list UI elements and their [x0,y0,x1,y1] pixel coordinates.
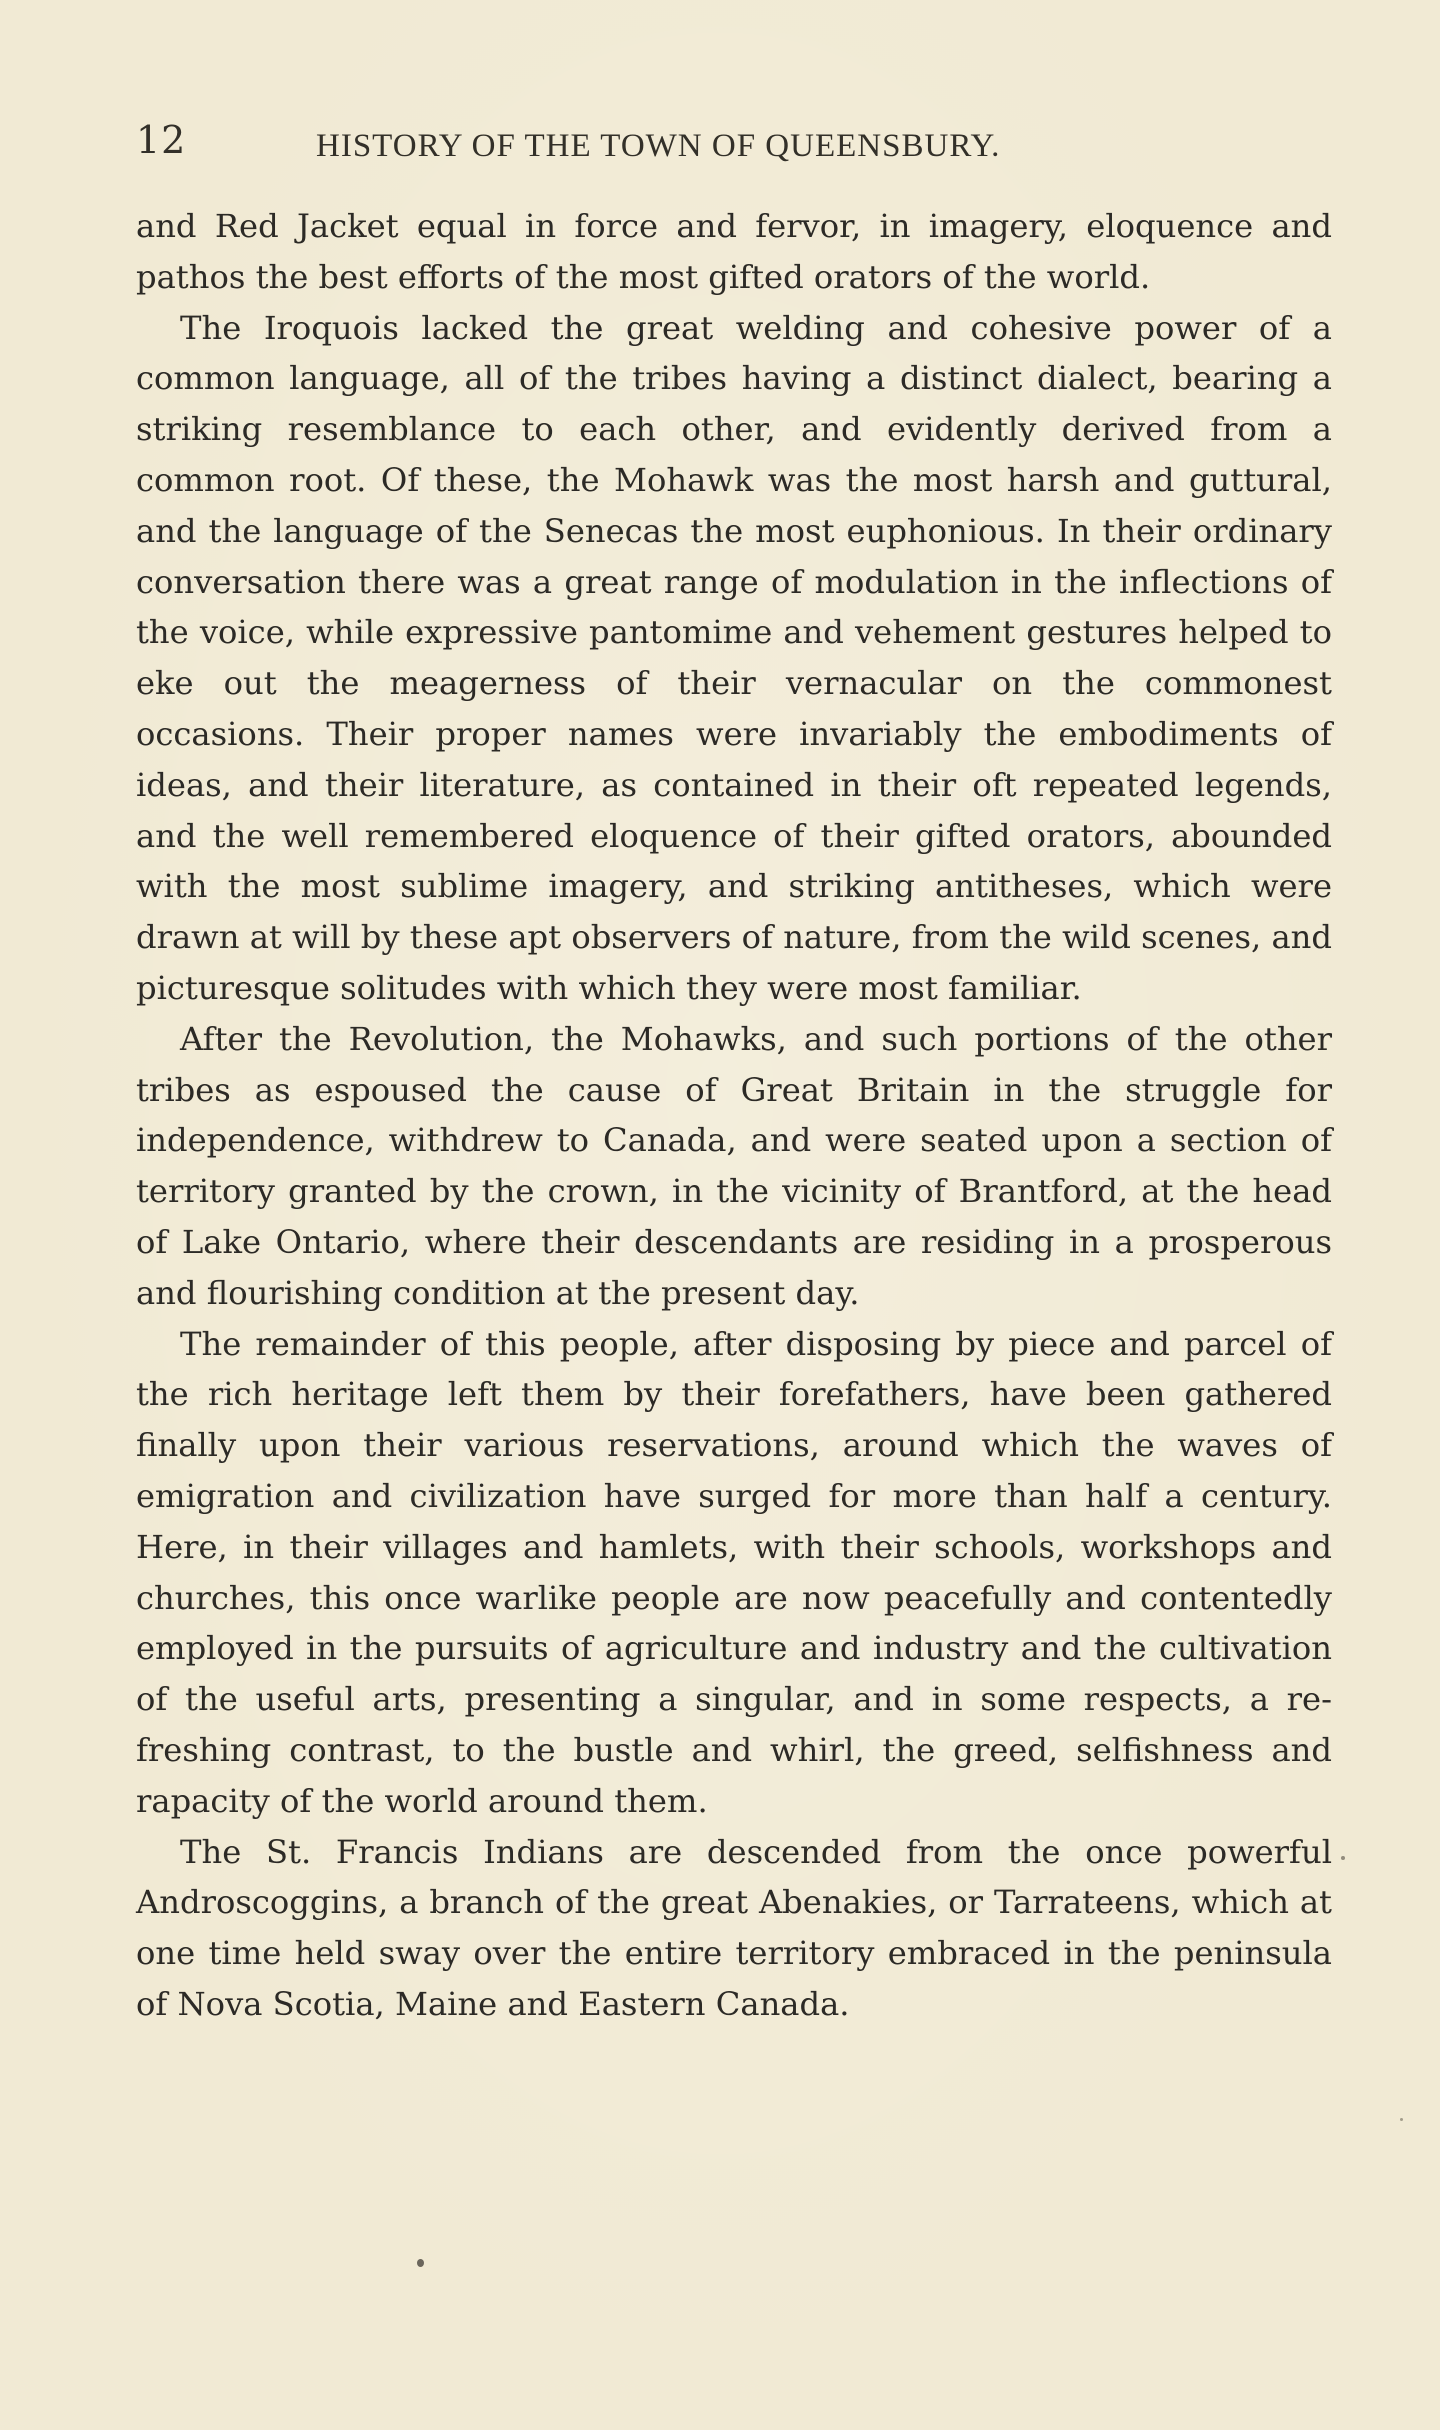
ink-speck [1341,1856,1345,1860]
ink-speck [1400,2118,1403,2121]
paragraph-3: After the Revolution, the Mohawks, and such portions of the other tribes as espoused the cause of Great Britain in the struggle for independence, withdrew to Canada, and were seated upon a section of territory granted by the crown, in the vicinity of Brantford, at the head of Lake Ontario, where their descendants are residing in a prosperous and flourishing condition at the present day. [136,1019,1332,1312]
running-head: HISTORY OF THE TOWN OF QUEENSBURY. [316,128,1001,164]
ink-speck [417,2259,424,2267]
page-number: 12 [136,118,187,162]
body-text [136,201,1332,2030]
paragraph-2: The Iroquois lacked the great welding and cohesive power of a common language, all of the tribes having a distinct dialect, bearing a striking resemblance to each other, and evidently derived from a common root. Of these, the Mohawk was the most harsh and guttural, and the language of the Senecas the most euphonious. In their ordinary conversation there was a great range of modulation in the inflections of the voice, while expressive pantomime and vehement gestures helped to eke out the meagerness of their vernacular on the commonest occasions. Their proper names were invariably the embodiments of ideas, and their literature, as contained in their oft repeated legends, and the well remembered eloquence of their gifted orators, abounded with the most sublime imagery, and striking antitheses, which were drawn at will by these apt observers of nature, from the wild scenes, and picturesque solitudes with which they were most familiar. [136,308,1332,1007]
paragraph-4: The remainder of this people, after disposing by piece and parcel of the rich heritage left them by their forefathers, have been gathered finally upon their various reservations, around which the waves of emigration and civilization have surged for more than half a century. Here, in their villages and hamlets, with their schools, workshops and churches, this once warlike people are now peacefully and contentedly employed in the pursuits of agriculture and industry and the cultivation of the useful arts, presenting a singular, and in some respects, a refreshing contrast, to the bustle and whirl, the greed, selfishness and rapacity of the world around them. [136,1324,1332,1820]
paragraph-5: The St. Francis Indians are descended from the once powerful Androscoggins, a branch of the great Abenakies, or Tarrateens, which at one time held sway over the entire territory embraced in the peninsula of Nova Scotia, Maine and Eastern Canada. [136,1832,1332,2023]
paragraph-1: and Red Jacket equal in force and fervor, in imagery, eloquence and pathos the best efforts of the most gifted orators of the world. [136,207,1332,296]
page-header [136,118,1332,178]
